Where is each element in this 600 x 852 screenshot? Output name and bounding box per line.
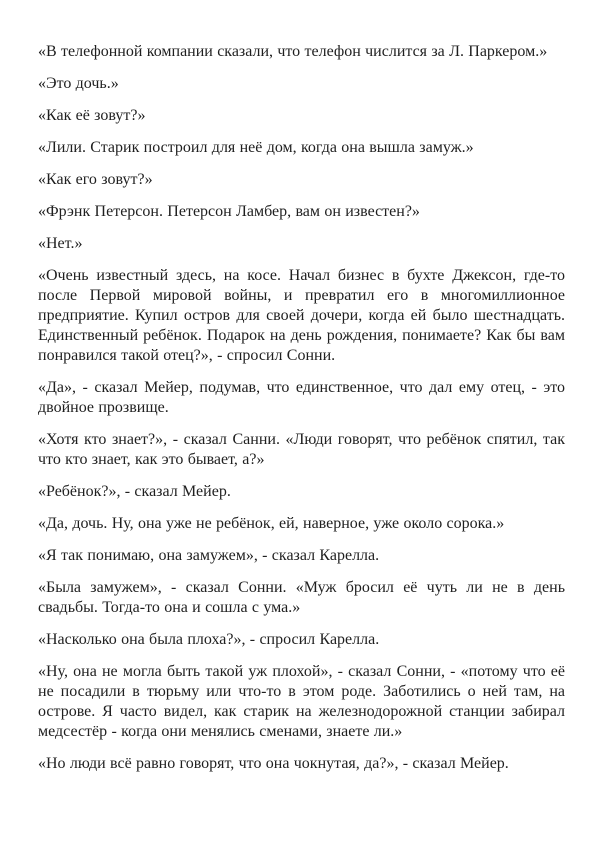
- paragraph-17: «Но люди всё равно говорят, что она чокнутая, да?», - сказал Мейер.: [38, 755, 509, 772]
- paragraph-3: «Как её зовут?»: [38, 107, 146, 124]
- paragraph-8: «Очень известный здесь, на косе. Начал бизнес в бухте Джексон, где-то после Первой мировой войны, и превратил его в многомиллионное предприятие. Купил остров для своей дочери, когда ей было шестнадцать. Единственный ребёнок. Подарок на день рождения, понимаете? Как бы вам понравился такой отец?», - спросил Сонни.: [38, 267, 565, 364]
- paragraph-6: «Фрэнк Петерсон. Петерсон Ламбер, вам он известен?»: [38, 203, 420, 220]
- paragraph-14: «Была замужем», - сказал Сонни. «Муж бросил её чуть ли не в день свадьбы. Тогда-то она и сошла с ума.»: [38, 579, 565, 616]
- paragraph-16: «Ну, она не могла быть такой уж плохой», - сказал Сонни, - «потому что её не посадили в тюрьму или что-то в этом роде. Заботились о ней там, на острове. Я часто видел, как старик на железнодорожной станции забирал медсестёр - когда они менялись сменами, знаете ли.»: [38, 663, 565, 740]
- paragraph-15: «Насколько она была плоха?», - спросил Карелла.: [38, 631, 380, 648]
- paragraph-1: «В телефонной компании сказали, что телефон числится за Л. Паркером.»: [38, 43, 548, 60]
- paragraph-7: «Нет.»: [38, 235, 83, 252]
- paragraph-10: «Хотя кто знает?», - сказал Санни. «Люди говорят, что ребёнок спятил, так что кто знает, как это бывает, а?»: [38, 431, 565, 468]
- paragraph-12: «Да, дочь. Ну, она уже не ребёнок, ей, наверное, уже около сорока.»: [38, 515, 505, 532]
- paragraph-2: «Это дочь.»: [38, 75, 119, 92]
- paragraph-9: «Да», - сказал Мейер, подумав, что единственное, что дал ему отец, - это двойное прозвище.: [38, 379, 565, 416]
- paragraph-13: «Я так понимаю, она замужем», - сказал Карелла.: [38, 547, 380, 564]
- paragraph-4: «Лили. Старик построил для неё дом, когда она вышла замуж.»: [38, 139, 474, 156]
- paragraph-5: «Как его зовут?»: [38, 171, 153, 188]
- paragraph-11: «Ребёнок?», - сказал Мейер.: [38, 483, 231, 500]
